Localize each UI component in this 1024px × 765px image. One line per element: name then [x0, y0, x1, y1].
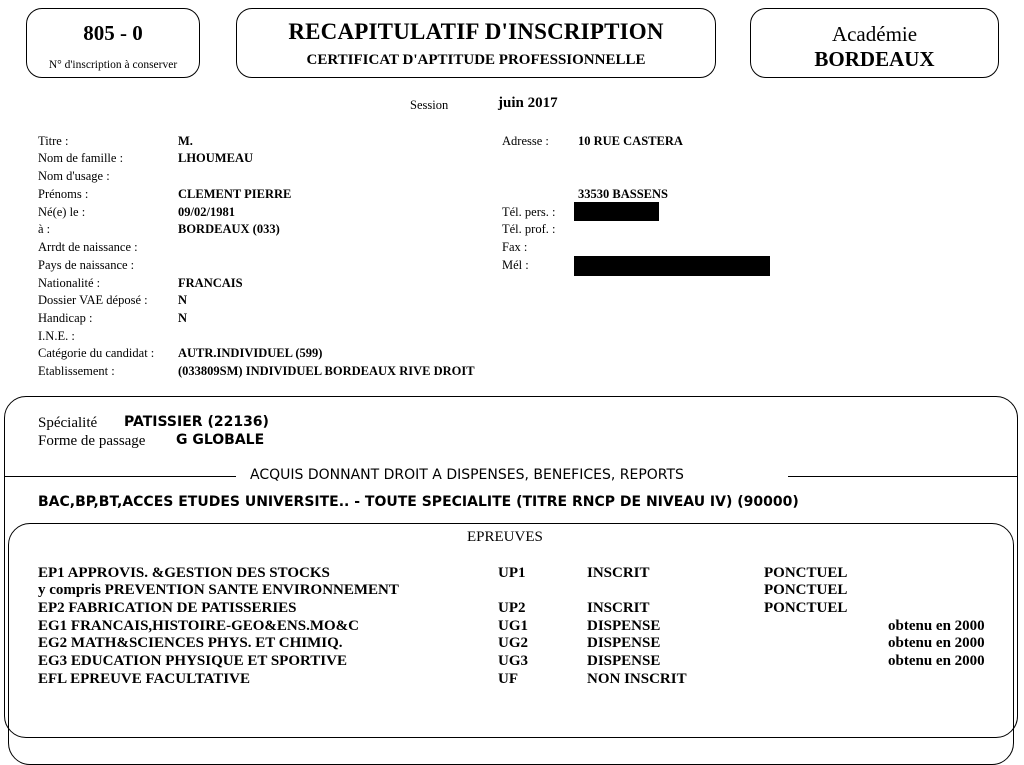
- nationalite-label: Nationalité :: [38, 276, 101, 290]
- titre-label: Titre :: [38, 134, 69, 148]
- tel-pers-label: Tél. pers. :: [502, 205, 556, 219]
- forme-passage-label: Forme de passage: [38, 433, 146, 449]
- epreuve-note: obtenu en 2000: [888, 618, 985, 634]
- epreuve-mode: PONCTUEL: [764, 600, 848, 616]
- ne-le-value: 09/02/1981: [178, 205, 235, 219]
- epreuve-mode: PONCTUEL: [764, 582, 848, 598]
- adresse-line1: 10 RUE CASTERA: [578, 134, 683, 148]
- epreuve-unit: UF: [498, 671, 518, 687]
- epreuve-unit: UG3: [498, 653, 528, 669]
- epreuve-name: EG2 MATH&SCIENCES PHYS. ET CHIMIQ.: [38, 635, 343, 651]
- categorie-value: AUTR.INDIVIDUEL (599): [178, 346, 323, 360]
- prenoms-value: CLEMENT PIERRE: [178, 187, 292, 201]
- categorie-label: Catégorie du candidat :: [38, 346, 155, 360]
- specialite-value: PATISSIER (22136): [124, 414, 269, 430]
- academie-label: Académie: [831, 22, 918, 46]
- lieu-naissance-value: BORDEAUX (033): [178, 222, 280, 236]
- redacted-email: [574, 256, 770, 276]
- epreuve-unit: UG1: [498, 618, 528, 634]
- epreuve-name: y compris PREVENTION SANTE ENVIRONNEMENT: [38, 582, 399, 598]
- epreuve-mode: PONCTUEL: [764, 565, 848, 581]
- acquis-text: BAC,BP,BT,ACCES ETUDES UNIVERSITE.. - TOUTE SPECIALITE (TITRE RNCP DE NIVEAU IV) (90000): [38, 494, 799, 510]
- adresse-label: Adresse :: [502, 134, 549, 148]
- adresse-line2: 33530 BASSENS: [578, 187, 668, 201]
- pays-label: Pays de naissance :: [38, 258, 135, 272]
- epreuve-name: EFL EPREUVE FACULTATIVE: [38, 671, 250, 687]
- registration-number: 805 - 0: [83, 21, 143, 45]
- document-subtitle: CERTIFICAT D'APTITUDE PROFESSIONNELLE: [306, 52, 646, 68]
- acquis-heading: ACQUIS DONNANT DROIT A DISPENSES, BENEFICES, REPORTS: [250, 467, 684, 483]
- epreuve-unit: UG2: [498, 635, 528, 651]
- vae-label: Dossier VAE déposé :: [38, 293, 148, 307]
- ine-label: I.N.E. :: [38, 329, 75, 343]
- epreuve-status: NON INSCRIT: [587, 671, 687, 687]
- lieu-naissance-label: à :: [38, 222, 51, 236]
- nom-famille-label: Nom de famille :: [38, 151, 124, 165]
- etablissement-value: (033809SM) INDIVIDUEL BORDEAUX RIVE DROIT: [178, 364, 475, 378]
- nom-usage-label: Nom d'usage :: [38, 169, 110, 183]
- registration-number-note: N° d'inscription à conserver: [48, 59, 178, 71]
- prenoms-label: Prénoms :: [38, 187, 89, 201]
- epreuve-name: EG3 EDUCATION PHYSIQUE ET SPORTIVE: [38, 653, 347, 669]
- arrdt-label: Arrdt de naissance :: [38, 240, 138, 254]
- forme-passage-value: G GLOBALE: [176, 432, 265, 448]
- handicap-value: N: [178, 311, 188, 325]
- epreuve-unit: UP2: [498, 600, 526, 616]
- epreuve-note: obtenu en 2000: [888, 653, 985, 669]
- ne-le-label: Né(e) le :: [38, 205, 86, 219]
- redacted-phone: [574, 202, 659, 221]
- academie-box: [750, 8, 999, 78]
- tel-prof-label: Tél. prof. :: [502, 222, 556, 236]
- titre-value: M.: [178, 134, 193, 148]
- session-label: Session: [410, 98, 449, 112]
- epreuve-name: EG1 FRANCAIS,HISTOIRE-GEO&ENS.MO&C: [38, 618, 360, 634]
- academie-name: BORDEAUX: [814, 47, 935, 71]
- mel-label: Mél :: [502, 258, 529, 272]
- epreuve-unit: UP1: [498, 565, 526, 581]
- etablissement-label: Etablissement :: [38, 364, 115, 378]
- acquis-rule-right: [788, 476, 1017, 477]
- epreuve-status: DISPENSE: [587, 618, 661, 634]
- registration-number-box: [26, 8, 200, 78]
- acquis-rule-left: [5, 476, 236, 477]
- epreuve-status: DISPENSE: [587, 635, 661, 651]
- epreuve-status: INSCRIT: [587, 565, 650, 581]
- vae-value: N: [178, 293, 188, 307]
- nationalite-value: FRANCAIS: [178, 276, 243, 290]
- nom-famille-value: LHOUMEAU: [178, 151, 253, 165]
- epreuve-name: EP2 FABRICATION DE PATISSERIES: [38, 600, 297, 616]
- epreuve-status: INSCRIT: [587, 600, 650, 616]
- epreuve-status: DISPENSE: [587, 653, 661, 669]
- epreuve-note: obtenu en 2000: [888, 635, 985, 651]
- fax-label: Fax :: [502, 240, 528, 254]
- epreuves-heading: EPREUVES: [467, 529, 543, 545]
- epreuve-name: EP1 APPROVIS. &GESTION DES STOCKS: [38, 565, 330, 581]
- session-value: juin 2017: [498, 95, 558, 111]
- specialite-label: Spécialité: [38, 415, 98, 431]
- document-title: RECAPITULATIF D'INSCRIPTION: [288, 19, 664, 44]
- handicap-label: Handicap :: [38, 311, 93, 325]
- document-title-box: [236, 8, 716, 78]
